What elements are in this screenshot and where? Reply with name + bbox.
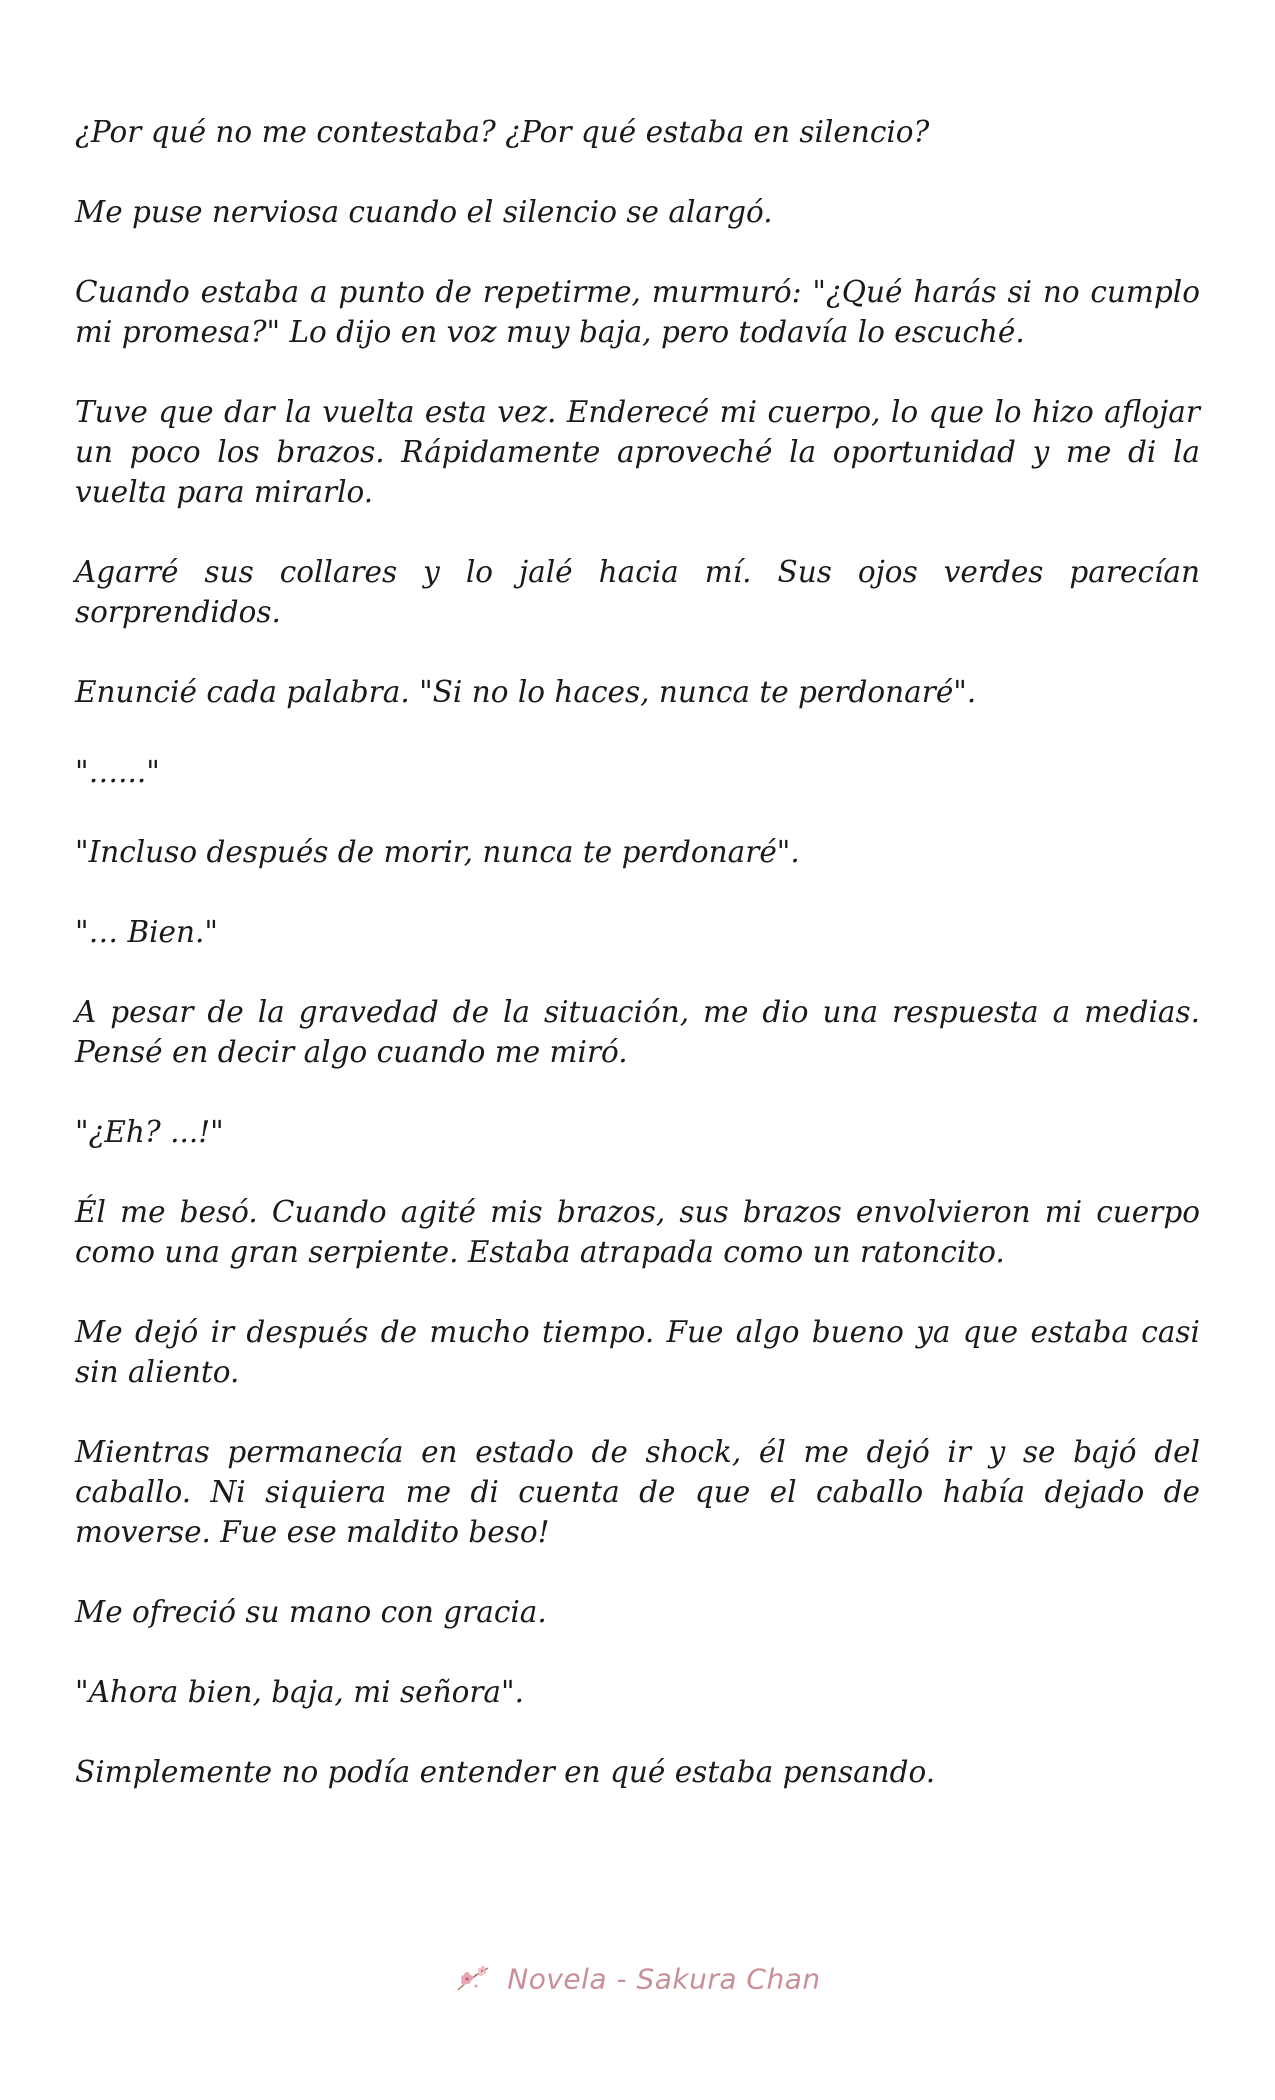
- paragraph-1: ¿Por qué no me contestaba? ¿Por qué estaba en silencio?: [75, 115, 930, 149]
- paragraph-8: "Incluso después de morir, nunca te perdonaré".: [75, 835, 800, 869]
- paragraph-11: "¿Eh? ...!": [75, 1115, 224, 1149]
- footer-watermark: [0, 1960, 1275, 1998]
- paragraph-5: Agarré sus collares y lo jalé hacia mí. Sus ojos verdes parecían sorprendidos.: [75, 555, 1200, 629]
- paragraph-7: "…...": [75, 755, 160, 789]
- paragraph-16: "Ahora bien, baja, mi señora".: [75, 1675, 524, 1709]
- paragraph-14: Mientras permanecía en estado de shock, él me dejó ir y se bajó del caballo. Ni siquiera me di cuenta de que el caballo había dejado de moverse. Fue ese maldito beso!: [75, 1435, 1200, 1549]
- paragraph-10: A pesar de la gravedad de la situación, me dio una respuesta a medias. Pensé en decir algo cuando me miró.: [75, 995, 1200, 1069]
- footer-text: Novela - Sakura Chan: [507, 1962, 821, 1996]
- paragraph-15: Me ofreció su mano con gracia.: [75, 1595, 547, 1629]
- paragraph-17: Simplemente no podía entender en qué estaba pensando.: [75, 1755, 936, 1789]
- paragraph-3: Cuando estaba a punto de repetirme, murmuró: "¿Qué harás si no cumplo mi promesa?" Lo dijo en voz muy baja, pero todavía lo escuché.: [75, 275, 1200, 349]
- paragraph-6: Enuncié cada palabra. "Si no lo haces, nunca te perdonaré".: [75, 675, 977, 709]
- paragraph-2: Me puse nerviosa cuando el silencio se alargó.: [75, 195, 773, 229]
- document-body: [75, 112, 1200, 1832]
- cherry-blossom-icon: [454, 1960, 492, 1998]
- paragraph-9: "… Bien.": [75, 915, 218, 949]
- paragraph-13: Me dejó ir después de mucho tiempo. Fue algo bueno ya que estaba casi sin aliento.: [75, 1315, 1200, 1389]
- paragraph-12: Él me besó. Cuando agité mis brazos, sus brazos envolvieron mi cuerpo como una gran serpiente. Estaba atrapada como un ratoncito.: [75, 1195, 1200, 1269]
- paragraph-4: Tuve que dar la vuelta esta vez. Enderecé mi cuerpo, lo que lo hizo aflojar un poco los brazos. Rápidamente aproveché la oportunidad y me di la vuelta para mirarlo.: [75, 395, 1200, 509]
